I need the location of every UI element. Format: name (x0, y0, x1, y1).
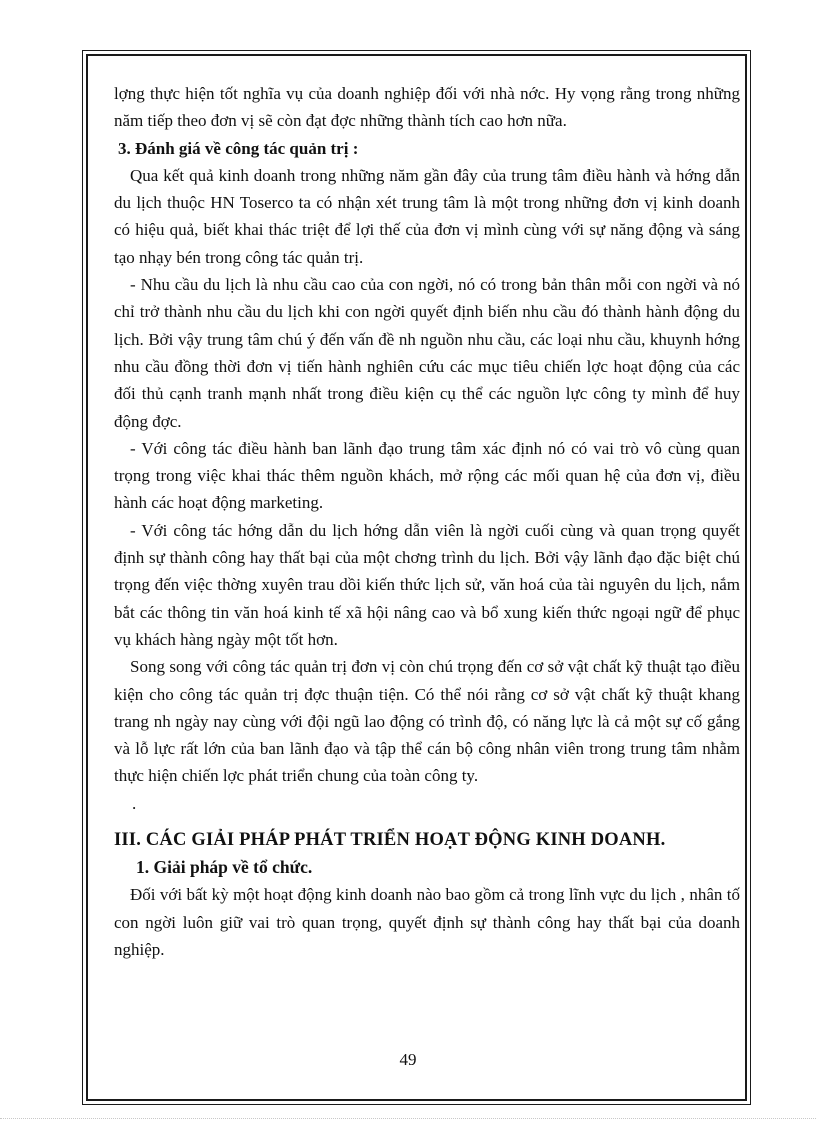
paragraph-assessment: Qua kết quả kinh doanh trong những năm gần đây của trung tâm điều hành và hớng dẫn du lịch thuộc HN Toserco ta có nhận xét trung tâm là một trong những đơn vị kinh doanh có hiệu quả, biết khai thác triệt để lợi thế của đơn vị mình cùng với sự năng động và sáng tạo nhạy bén trong công tác quản trị. (114, 165, 740, 267)
bottom-dotted-rule (0, 1118, 816, 1119)
document-body (114, 80, 740, 963)
chapter-heading-iii: III. CÁC GIẢI PHÁP PHÁT TRIỂN HOẠT ĐỘNG KINH DOANH. (114, 829, 666, 850)
paragraph-tourism-demand: - Nhu cầu du lịch là nhu cầu cao của con ngời, nó có trong bản thân mỗi con ngời và nó chỉ trở thành nhu cầu du lịch khi con ngời quyết định biến nhu cầu đó thành hành động du lịch. Bởi vậy trung tâm chú ý đến vấn đề nh nguồn nhu cầu, các loại nhu cầu, khuynh hớng nhu cầu đồng thời đơn vị tiến hành nghiên cứu các mục tiêu chiến lợc hoạt động của các đối thủ cạnh tranh mạnh nhất trong điều kiện cụ thể các nguồn lực công ty mình để huy động đợc. (114, 275, 740, 431)
paragraph-operations: - Với công tác điều hành ban lãnh đạo trung tâm xác định nó có vai trò vô cùng quan trọng trong việc khai thác thêm nguồn khách, mở rộng các mối quan hệ của đơn vị, điều hành các hoạt động marketing. (114, 438, 740, 513)
section-heading-3: 3. Đánh giá về công tác quản trị : (118, 138, 359, 158)
page-number: 49 (399, 1050, 417, 1069)
paragraph-tour-guiding: - Với công tác hớng dẫn du lịch hớng dẫn viên là ngời cuối cùng và quan trọng quyết định sự thành công hay thất bại của một chơng trình du lịch. Bởi vậy lãnh đạo đặc biệt chú trọng đến việc thờng xuyên trau dồi kiến thức lịch sử, văn hoá của tài nguyên du lịch, nắm bắt các thông tin văn hoá kinh tế xã hội nâng cao và bổ xung kiến thức ngoại ngữ để phục vụ khách hàng ngày một tốt hơn. (114, 520, 740, 649)
subheading-organization: 1. Giải pháp về tổ chức. (136, 857, 313, 878)
paragraph-organization: Đối với bất kỳ một hoạt động kinh doanh nào bao gồm cả trong lĩnh vực du lịch , nhân tố con ngời luôn giữ vai trò quan trọng, quyết định sự thành công hay thất bại của doanh nghiệp. (114, 885, 740, 959)
stray-dot: . (132, 793, 137, 813)
paragraph-facilities: Song song với công tác quản trị đơn vị còn chú trọng đến cơ sở vật chất kỹ thuật tạo điều kiện cho công tác quản trị đợc thuận tiện. Có thể nói rằng cơ sở vật chất kỹ thuật khang trang nh ngày nay cùng với đội ngũ lao động có trình độ, có năng lực là cả một sự cố gắng và lỗ lực rất lớn của ban lãnh đạo và tập thể cán bộ công nhân viên trong trung tâm nhằm thực hiện chiến lợc phát triển chung của toàn công ty. (114, 657, 740, 786)
paragraph-continuation: lợng thực hiện tốt nghĩa vụ của doanh nghiệp đối với nhà nớc. Hy vọng rằng trong những năm tiếp theo đơn vị sẽ còn đạt đợc những thành tích cao hơn nữa. (114, 84, 740, 131)
